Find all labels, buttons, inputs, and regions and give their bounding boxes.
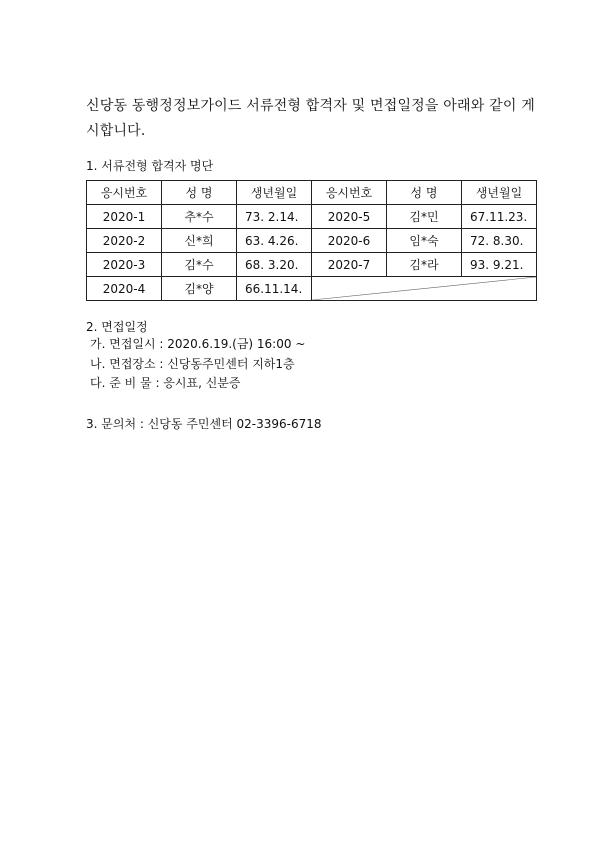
table-row xyxy=(87,277,537,301)
applicant-name: 김*라 xyxy=(387,253,462,277)
applicant-number: 2020-3 xyxy=(87,253,162,277)
table-row xyxy=(87,205,537,229)
header-cell: 생년월일 xyxy=(462,181,537,205)
table-row xyxy=(87,253,537,277)
applicant-name: 신*희 xyxy=(162,229,237,253)
applicant-birthdate: 66.11.14. xyxy=(237,277,312,301)
applicant-birthdate: 63. 4.26. xyxy=(237,229,312,253)
applicant-birthdate: 73. 2.14. xyxy=(237,205,312,229)
applicant-birthdate: 72. 8.30. xyxy=(462,229,537,253)
applicant-name: 김*양 xyxy=(162,277,237,301)
applicant-birthdate: 67.11.23. xyxy=(462,205,537,229)
table-header-row xyxy=(87,181,537,205)
applicant-birthdate: 68. 3.20. xyxy=(237,253,312,277)
section1-title: 1. 서류전형 합격자 명단 xyxy=(86,159,214,173)
applicant-number: 2020-1 xyxy=(87,205,162,229)
interview-datetime: 가. 면접일시 : 2020.6.19.(금) 16:00 ~ xyxy=(90,337,306,351)
diagonal-line xyxy=(312,277,536,300)
empty-diagonal-cell xyxy=(312,277,537,301)
passer-table xyxy=(86,180,537,301)
table-row xyxy=(87,229,537,253)
applicant-number: 2020-5 xyxy=(312,205,387,229)
interview-location: 나. 면접장소 : 신당동주민센터 지하1층 xyxy=(90,357,295,371)
applicant-number: 2020-7 xyxy=(312,253,387,277)
section2-title: 2. 면접일정 xyxy=(86,320,148,334)
applicant-number: 2020-2 xyxy=(87,229,162,253)
applicant-name: 김*수 xyxy=(162,253,237,277)
header-cell: 응시번호 xyxy=(312,181,387,205)
contact-info: 3. 문의처 : 신당동 주민센터 02-3396-6718 xyxy=(86,417,322,431)
applicant-number: 2020-4 xyxy=(87,277,162,301)
applicant-name: 임*숙 xyxy=(387,229,462,253)
header-cell: 성 명 xyxy=(162,181,237,205)
applicant-name: 추*수 xyxy=(162,205,237,229)
interview-materials: 다. 준 비 물 : 응시표, 신분증 xyxy=(90,376,241,390)
header-cell: 생년월일 xyxy=(237,181,312,205)
header-cell: 응시번호 xyxy=(87,181,162,205)
intro-paragraph: 신당동 동행정정보가이드 서류전형 합격자 및 면접일정을 아래와 같이 게시합니다. xyxy=(86,98,535,139)
header-cell: 성 명 xyxy=(387,181,462,205)
applicant-name: 김*민 xyxy=(387,205,462,229)
applicant-birthdate: 93. 9.21. xyxy=(462,253,537,277)
applicant-number: 2020-6 xyxy=(312,229,387,253)
